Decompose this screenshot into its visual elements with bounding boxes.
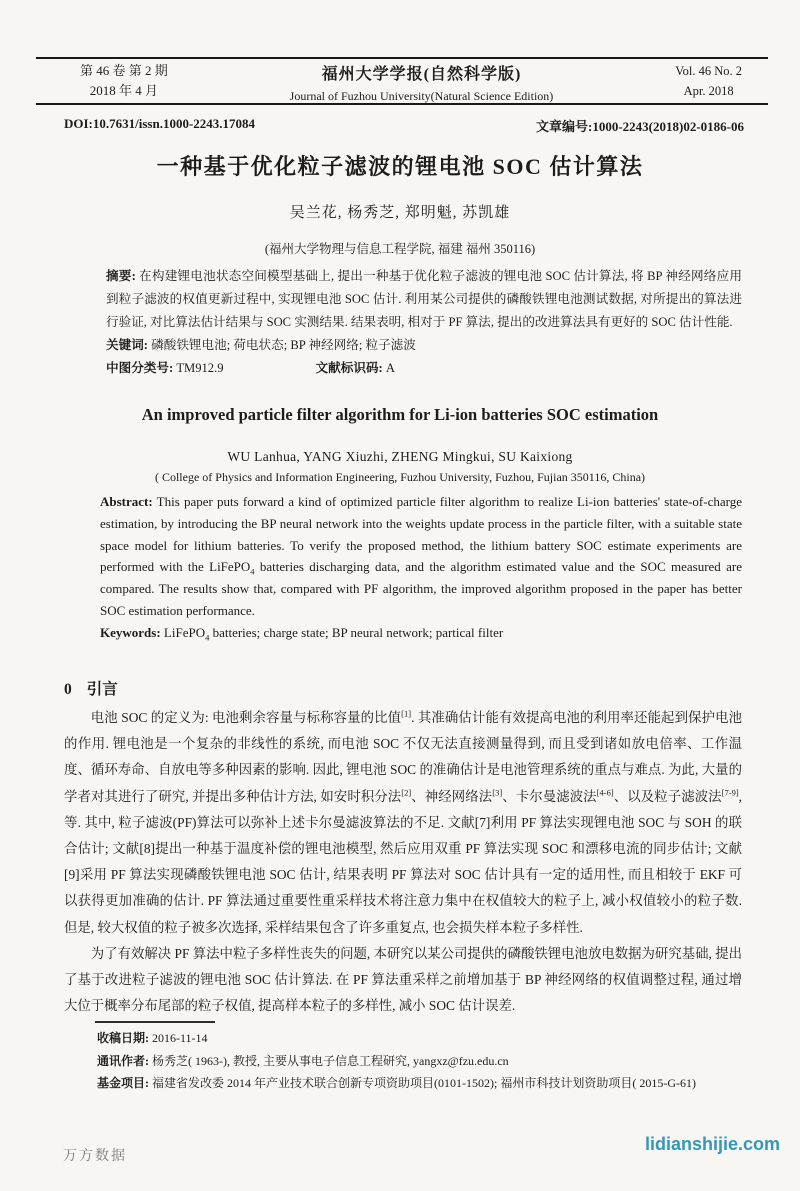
footnote-received-date	[97, 1027, 760, 1050]
journal-name-en: Journal of Fuzhou University(Natural Science Edition)	[289, 89, 554, 103]
abstract-block-cn	[106, 265, 742, 380]
abstract-block-en	[100, 491, 742, 644]
footnote-text: 福建省发改委 2014 年产业技术联合创新专项资助项目(0101-1502); 福州市科技计划资助项目( 2015-G-61)	[149, 1076, 696, 1090]
keywords-label-cn: 关键词:	[106, 338, 148, 352]
doc-code-value: A	[382, 361, 395, 375]
article-number: 文章编号:1000-2243(2018)02-0186-06	[536, 119, 744, 134]
footnote-label: 通讯作者:	[97, 1053, 149, 1068]
header-top-rule	[36, 57, 768, 59]
abstract-label-en: Abstract:	[100, 494, 153, 509]
abstract-text-en: This paper puts forward a kind of optimized particle filter algorithm to realize Li-ion batteries' state-of-charge estimation, by introducing the BP neural network into the weights update process in the particle filter, with a suitable state space model for lithium batteries. To verify the proposed method, the lithium battery SOC estimate experiments are performed with the LiFePO$_4$ batteries discharging data, and the algorithm estimated value and the SOC measured are compared. The results show that, compared with PF algorithm, the improved algorithm proposed in the paper has better SOC estimation performance.	[100, 494, 742, 618]
introduction-body	[64, 705, 742, 1019]
lidianshijie-watermark: lidianshijie.com	[644, 1134, 780, 1154]
abstract-text-cn: 在构建锂电池状态空间模型基础上, 提出一种基于优化粒子滤波的锂电池 SOC 估计算法, 将 BP 神经网络应用到粒子滤波的权值更新过程中, 实现锂电池 SOC 估计. 利用某公司提供的磷酸铁锂电池测试数据, 对所提出的算法进行验证, 对比算法估计结果与 SOC 实测结果. 结果表明, 相对于 PF 算法, 提出的改进算法具有更好的 SOC 估计性能.	[106, 269, 742, 329]
clc-label: 中图分类号:	[106, 361, 174, 375]
journal-header	[80, 61, 742, 104]
header-bottom-rule	[36, 103, 768, 105]
section-heading-introduction	[64, 677, 118, 699]
paper-title-en: An improved particle filter algorithm for Li-ion batteries SOC estimation	[141, 405, 659, 424]
authors-en: WU Lanhua, YANG Xiuzhi, ZHENG Mingkui, SU Kaixiong	[227, 449, 573, 464]
footnote-text: 2016-11-14	[149, 1031, 208, 1045]
clc-value: TM912.9	[173, 361, 224, 375]
footnote-corresponding-author	[97, 1050, 760, 1073]
date-cn: 2018 年 4 月	[89, 83, 159, 98]
footnote-divider-rule	[95, 1021, 215, 1023]
intro-paragraph-1: 电池 SOC 的定义为: 电池剩余容量与标称容量的比值[1]. 其准确估计能有效提高电池的利用率还能起到保护电池的作用. 锂电池是一个复杂的非线性的系统, 而电池 SOC 不仅无法直接测量得到, 而且受到诸如放电倍率、工作温度、循环寿命、自放电等多种因素的影响. 因此, 锂电池 SOC 的准确估计是电池管理系统的重点与难点. 为此, 大量的学者对其进行了研究, 并提出多种估计方法, 如安时积分法[2]、神经网络法[3]、卡尔曼滤波法[4-6]、以及粒子滤波法[7-9], 等. 其中, 粒子滤波(PF)算法可以弥补上述卡尔曼滤波算法的不足. 文献[7]利用 PF 算法实现锂电池 SOC 与 SOH 的联合估计; 文献[8]提出一种基于温度补偿的锂电池模型, 然后应用双重 PF 算法实现 SOC 和漂移电流的同步估计; 文献[9]采用 PF 算法实现磷酸铁锂电池 SOC 估计, 结果表明 PF 算法对 SOC 估计具有一定的适用性, 而且相较于 EKF 可以获得更加准确的估计. PF 算法通过重要性重采样技术将注意力集中在权值较大的粒子上, 减小权值较小的粒子数. 但是, 较大权值的粒子被多次选择, 采样结果包含了许多重复点, 也会损失样本粒子多样性.	[64, 708, 743, 935]
wanfang-data-watermark: 万方数据	[63, 1149, 127, 1164]
authors-cn: 吴兰花, 杨秀芝, 郑明魁, 苏凯雄	[289, 205, 511, 221]
abstract-label-cn: 摘要:	[106, 269, 136, 283]
footnote-text: 杨秀芝( 1963-), 教授, 主要从事电子信息工程研究, yangxz@fzu.edu.cn	[149, 1053, 509, 1068]
volume-issue-en: Vol. 46 No. 2	[675, 64, 742, 78]
keywords-label-en: Keywords:	[100, 624, 161, 640]
footnote-funding	[97, 1072, 760, 1095]
journal-name-cn: 福州大学学报(自然科学版)	[321, 66, 522, 83]
abstract-cn-paragraph	[106, 265, 742, 334]
affiliation-cn: (福州大学物理与信息工程学院, 福建 福州 350116)	[264, 242, 536, 256]
keywords-en: LiFePO$_4$ batteries; charge state; BP neural network; partical filter	[160, 624, 504, 643]
affiliation-en: ( College of Physics and Information Engineering, Fuzhou University, Fuzhou, Fujian 350116, China)	[154, 470, 646, 484]
keywords-cn: 磷酸铁锂电池; 荷电状态; BP 神经网络; 粒子滤波	[147, 338, 416, 352]
date-en: Apr. 2018	[683, 84, 734, 98]
intro-paragraph-2: 为了有效解决 PF 算法中粒子多样性丧失的问题, 本研究以某公司提供的磷酸铁锂电池放电数据为研究基础, 提出了基于改进粒子滤波的锂电池 SOC 估计算法. 在 PF 算法重采样之前增加基于 BP 神经网络的权值调整过程, 通过增大位于概率分布尾部的粒子权值, 提高样本粒子的多样性, 减小 SOC 估计误差.	[64, 945, 742, 1014]
doi: DOI:10.7631/issn.1000-2243.17084	[64, 116, 256, 131]
section-number: 0	[64, 681, 72, 698]
volume-issue-cn: 第 46 卷 第 2 期	[80, 63, 168, 78]
section-title: 引言	[86, 681, 118, 698]
header-volume-date-en	[675, 61, 742, 101]
keywords-en-line	[100, 622, 742, 644]
header-volume-date-cn	[80, 61, 168, 101]
doc-code-label: 文献标识码:	[315, 361, 383, 375]
article-meta-row	[64, 116, 744, 135]
footnotes-block	[97, 1027, 760, 1095]
clc-line	[106, 357, 742, 380]
footnote-label: 基金项目:	[97, 1076, 149, 1090]
keywords-cn-line	[106, 334, 742, 357]
journal-name-block	[290, 61, 554, 104]
abstract-en-paragraph	[100, 491, 742, 622]
footnote-label: 收稿日期:	[97, 1031, 149, 1045]
paper-title-cn: 一种基于优化粒子滤波的锂电池 SOC 估计算法	[156, 154, 644, 179]
